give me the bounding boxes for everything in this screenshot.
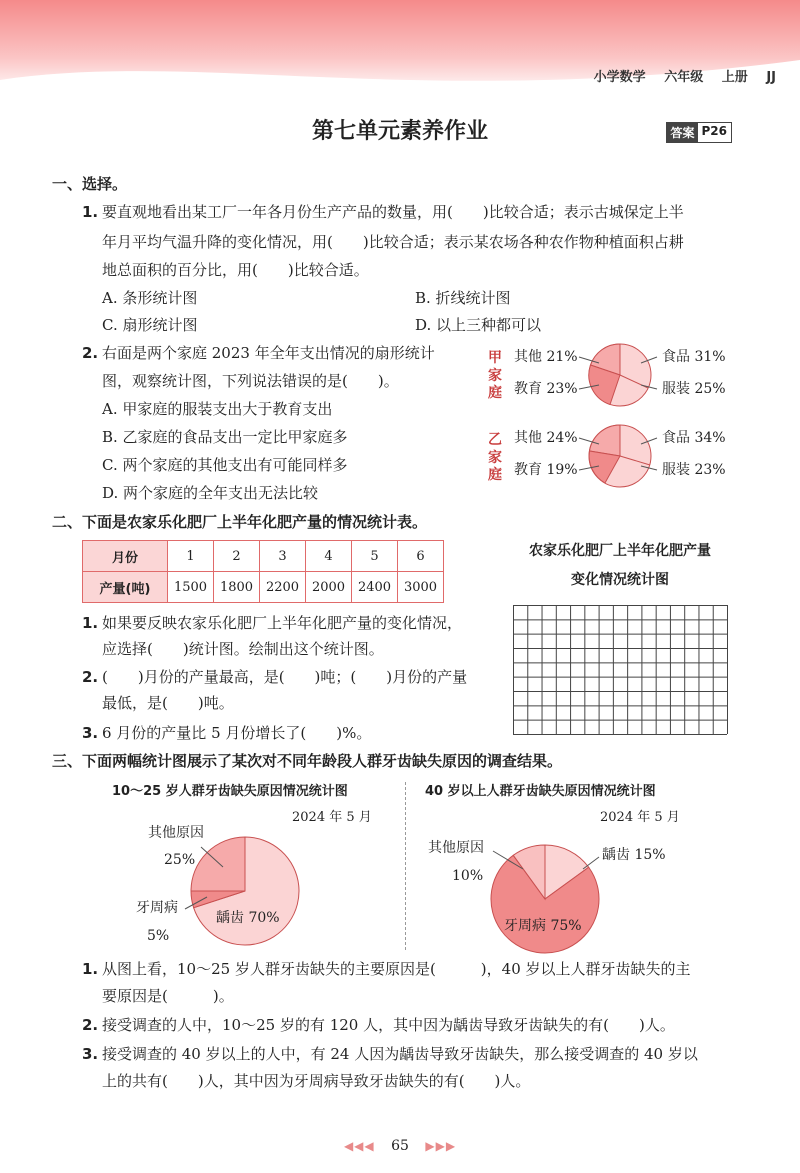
s1-q1-option-a: A. 条形统计图: [102, 289, 198, 307]
s1-q1-num: 1.: [82, 203, 99, 221]
s2-q3-line: 6 月份的产量比 5 月份增长了( )%。: [102, 724, 372, 742]
grid-title-line1: 农家乐化肥厂上半年化肥产量: [529, 543, 711, 559]
s3-q1-line: 要原因是( )。: [102, 987, 234, 1005]
s1-q2-num: 2.: [82, 344, 99, 362]
s2-q1-num: 1.: [82, 614, 99, 632]
jia-cloth-label: 服装 25%: [662, 381, 726, 397]
leader-line: [492, 850, 526, 872]
header-subject: 小学数学: [593, 70, 646, 85]
table-cell: 2400: [352, 572, 398, 603]
s1-q1-line: 地总面积的百分比，用( )比较合适。: [102, 261, 369, 279]
chart2-date: 2024 年 5 月: [600, 810, 680, 825]
table-cell: 4: [306, 541, 352, 572]
chart2-other-name: 其他原因: [428, 840, 484, 856]
s3-q3-line: 接受调查的 40 岁以上的人中，有 24 人因为龋齿导致牙齿缺失，那么接受调查的 40 岁以: [102, 1045, 698, 1063]
yi-food-label: 食品 34%: [662, 430, 726, 446]
answer-label: 答案: [667, 123, 697, 142]
s3-q1-num: 1.: [82, 960, 99, 978]
jia-food-label: 食品 31%: [662, 349, 726, 365]
arrow-left-icon: ◀◀◀: [343, 1139, 375, 1153]
yi-edu-label: 教育 19%: [514, 462, 578, 478]
arrow-right-icon: ▶▶▶: [425, 1139, 457, 1153]
yi-other-label: 其他 24%: [514, 430, 578, 446]
pie-label: 牙周病 75%: [504, 918, 582, 934]
grid-title-line2: 变化情况统计图: [571, 572, 669, 588]
table-cell: 1800: [214, 572, 260, 603]
chart2-title: 40 岁以上人群牙齿缺失原因情况统计图: [425, 784, 656, 799]
table-cell: 1: [168, 541, 214, 572]
answer-page: P26: [701, 124, 727, 138]
s1-q1-line: 要直观地看出某工厂一年各月份生产产品的数量，用( )比较合适；表示古城保定上半: [102, 203, 684, 221]
s1-q2-option-c: C. 两个家庭的其他支出有可能同样多: [102, 456, 348, 474]
jia-leader-lines: [555, 345, 675, 405]
page-title: 第七单元素养作业: [311, 119, 488, 144]
s3-q3-num: 3.: [82, 1045, 99, 1063]
header-info: [580, 66, 776, 85]
s1-q1-option-c: C. 扇形统计图: [102, 316, 198, 334]
s1-q1-option-d: D. 以上三种都可以: [415, 316, 542, 334]
s2-q1-line: 应选择( )统计图。绘制出这个统计图。: [102, 640, 384, 658]
table-cell: 2000: [306, 572, 352, 603]
section1-heading: 一、选择。: [52, 175, 128, 193]
table-header-output: 产量(吨): [83, 572, 168, 603]
chart2-other-value: 10%: [452, 868, 484, 884]
table-cell: 1500: [168, 572, 214, 603]
s3-q2-num: 2.: [82, 1016, 99, 1034]
pie-label: 龋齿 70%: [216, 910, 280, 926]
jia-edu-label: 教育 23%: [514, 381, 578, 397]
leader-line: [582, 856, 602, 872]
s1-q1-line: 年月平均气温升降的变化情况，用( )比较合适；表示某农场各种农作物种植面积占耕: [102, 233, 684, 251]
s1-q2-line: 右面是两个家庭 2023 年全年支出情况的扇形统计: [102, 344, 435, 362]
chart1-perio-value: 5%: [147, 928, 170, 944]
header-edition: JJ: [766, 70, 776, 85]
chart-divider: [405, 782, 406, 950]
s2-q2-num: 2.: [82, 668, 99, 686]
s3-q3-line: 上的共有( )人，其中因为牙周病导致牙齿缺失的有( )人。: [102, 1072, 531, 1090]
production-table: [82, 540, 444, 603]
yi-family-label: 乙家庭: [488, 432, 502, 483]
s1-q2-option-b: B. 乙家庭的食品支出一定比甲家庭多: [102, 428, 348, 446]
table-cell: 6: [398, 541, 444, 572]
table-cell: 3000: [398, 572, 444, 603]
chart1-perio-name: 牙周病: [136, 900, 178, 916]
s2-q3-num: 3.: [82, 724, 99, 742]
s1-q2-option-d: D. 两个家庭的全年支出无法比较: [102, 484, 319, 502]
blank-drawing-grid: [513, 605, 728, 735]
header-grade: 六年级: [664, 70, 704, 85]
jia-other-label: 其他 21%: [514, 349, 578, 365]
s2-q1-line: 如果要反映农家乐化肥厂上半年化肥产量的变化情况，: [102, 614, 463, 632]
table-cell: 5: [352, 541, 398, 572]
leader-line: [200, 846, 226, 870]
s3-q1-line: 从图上看，10～25 岁人群牙齿缺失的主要原因是( )，40 岁以上人群牙齿缺失的主: [102, 960, 691, 978]
leader-line: [184, 896, 210, 912]
page-footer: [0, 1138, 800, 1154]
table-cell: 2200: [260, 572, 306, 603]
chart2-caries-label: 龋齿 15%: [602, 847, 666, 863]
s1-q1-option-b: B. 折线统计图: [415, 289, 511, 307]
table-cell: 3: [260, 541, 306, 572]
section3-heading: 三、下面两幅统计图展示了某次对不同年龄段人群牙齿缺失原因的调查结果。: [52, 752, 563, 770]
yi-leader-lines: [555, 426, 675, 486]
section2-heading: 二、下面是农家乐化肥厂上半年化肥产量的情况统计表。: [52, 513, 428, 531]
chart1-date: 2024 年 5 月: [292, 810, 372, 825]
chart1-title: 10～25 岁人群牙齿缺失原因情况统计图: [112, 784, 348, 799]
table-cell: 2: [214, 541, 260, 572]
yi-cloth-label: 服装 23%: [662, 462, 726, 478]
s1-q2-option-a: A. 甲家庭的服装支出大于教育支出: [102, 400, 333, 418]
s2-q2-line: ( )月份的产量最高，是( )吨；( )月份的产量: [102, 668, 468, 686]
header-volume: 上册: [721, 70, 748, 85]
chart1-other-value: 25%: [164, 852, 196, 868]
s1-q2-line: 图，观察统计图，下列说法错误的是( )。: [102, 372, 399, 390]
jia-family-label: 甲家庭: [488, 350, 502, 401]
s3-q2-line: 接受调查的人中，10～25 岁的有 120 人，其中因为龋齿导致牙齿缺失的有( )人。: [102, 1016, 675, 1034]
chart1-other-name: 其他原因: [148, 825, 204, 841]
table-row: [83, 541, 444, 572]
page-number: 65: [391, 1138, 409, 1154]
table-header-month: 月份: [83, 541, 168, 572]
s2-q2-line: 最低，是( )吨。: [102, 694, 234, 712]
table-row: [83, 572, 444, 603]
answer-badge: [666, 122, 732, 143]
